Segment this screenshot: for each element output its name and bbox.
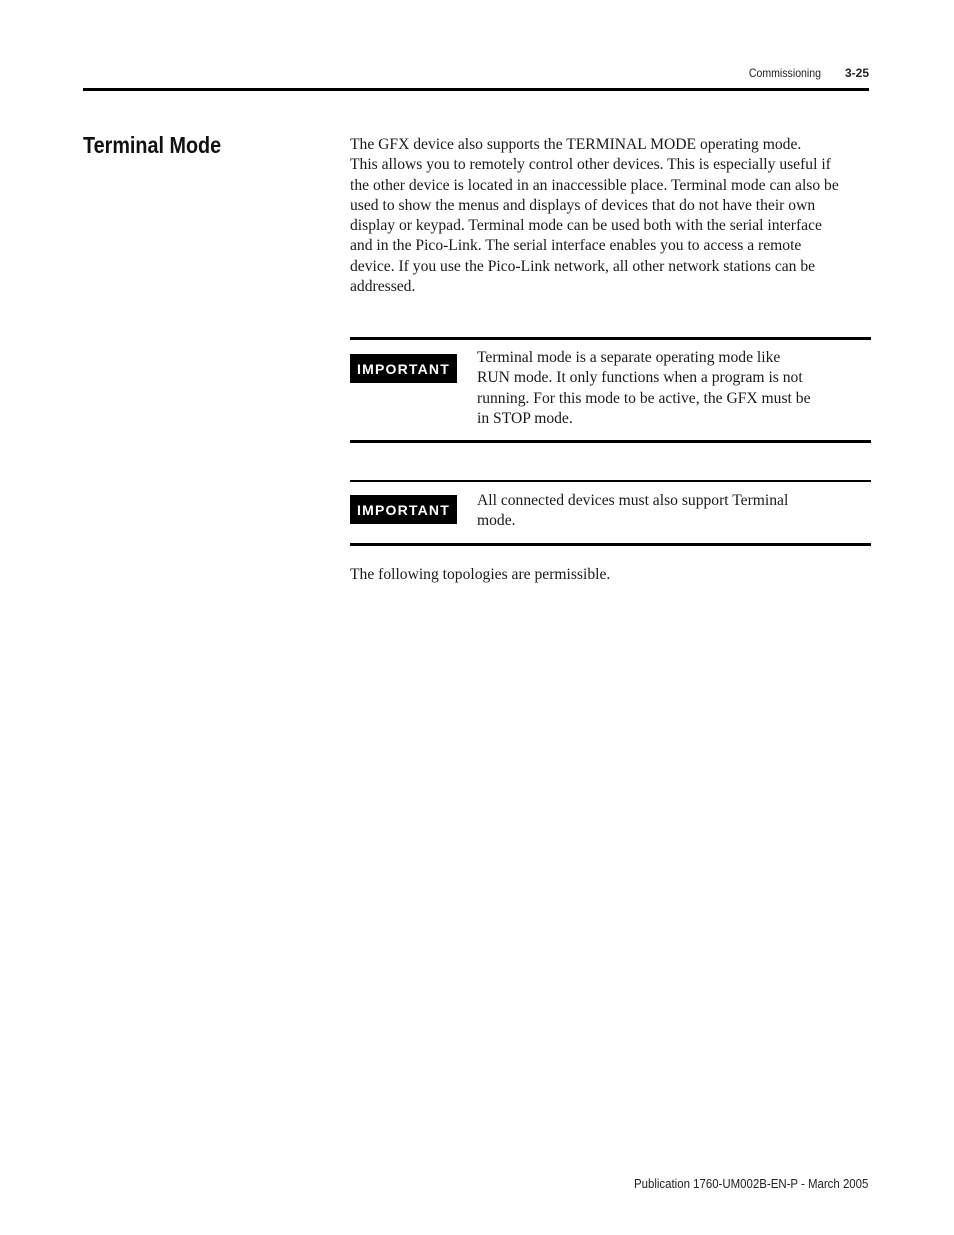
important-note-text — [477, 348, 857, 429]
intro-paragraph — [350, 135, 868, 297]
section-title: Terminal Mode — [83, 132, 222, 158]
note-line: mode. — [477, 512, 516, 530]
note-line: All connected devices must also support Terminal — [477, 492, 789, 509]
important-badge: IMPORTANT — [350, 495, 457, 524]
important-note-connected-devices — [350, 480, 871, 546]
intro-line: used to show the menus and displays of devices that do not have their own — [350, 196, 816, 214]
intro-line: This allows you to remotely control other devices. This is especially useful if — [350, 156, 831, 174]
important-note-text — [477, 491, 857, 532]
note-line: Terminal mode is a separate operating mode like — [477, 349, 781, 366]
intro-line: the other device is located in an inaccessible place. Terminal mode can also be — [350, 176, 839, 194]
intro-line: addressed. — [350, 278, 416, 296]
note-line: running. For this mode to be active, the GFX must be — [477, 389, 811, 407]
following-topologies-text: The following topologies are permissible. — [350, 566, 611, 583]
important-badge: IMPORTANT — [350, 354, 457, 383]
note-line: RUN mode. It only functions when a program is not — [477, 369, 803, 387]
running-header-section: Commissioning — [748, 66, 821, 80]
publication-footer: Publication 1760-UM002B-EN-P - March 2005 — [633, 1176, 868, 1191]
important-note-terminal-mode — [350, 337, 871, 443]
note-line: in STOP mode. — [477, 409, 573, 427]
intro-line: device. If you use the Pico-Link network, all other network stations can be — [350, 257, 816, 275]
header-rule — [83, 88, 869, 91]
running-header-page-number: 3-25 — [844, 66, 869, 80]
intro-line: and in the Pico-Link. The serial interface enables you to access a remote — [350, 237, 802, 255]
intro-line: display or keypad. Terminal mode can be used both with the serial interface — [350, 217, 822, 235]
intro-line: The GFX device also supports the TERMINAL MODE operating mode. — [350, 136, 802, 153]
